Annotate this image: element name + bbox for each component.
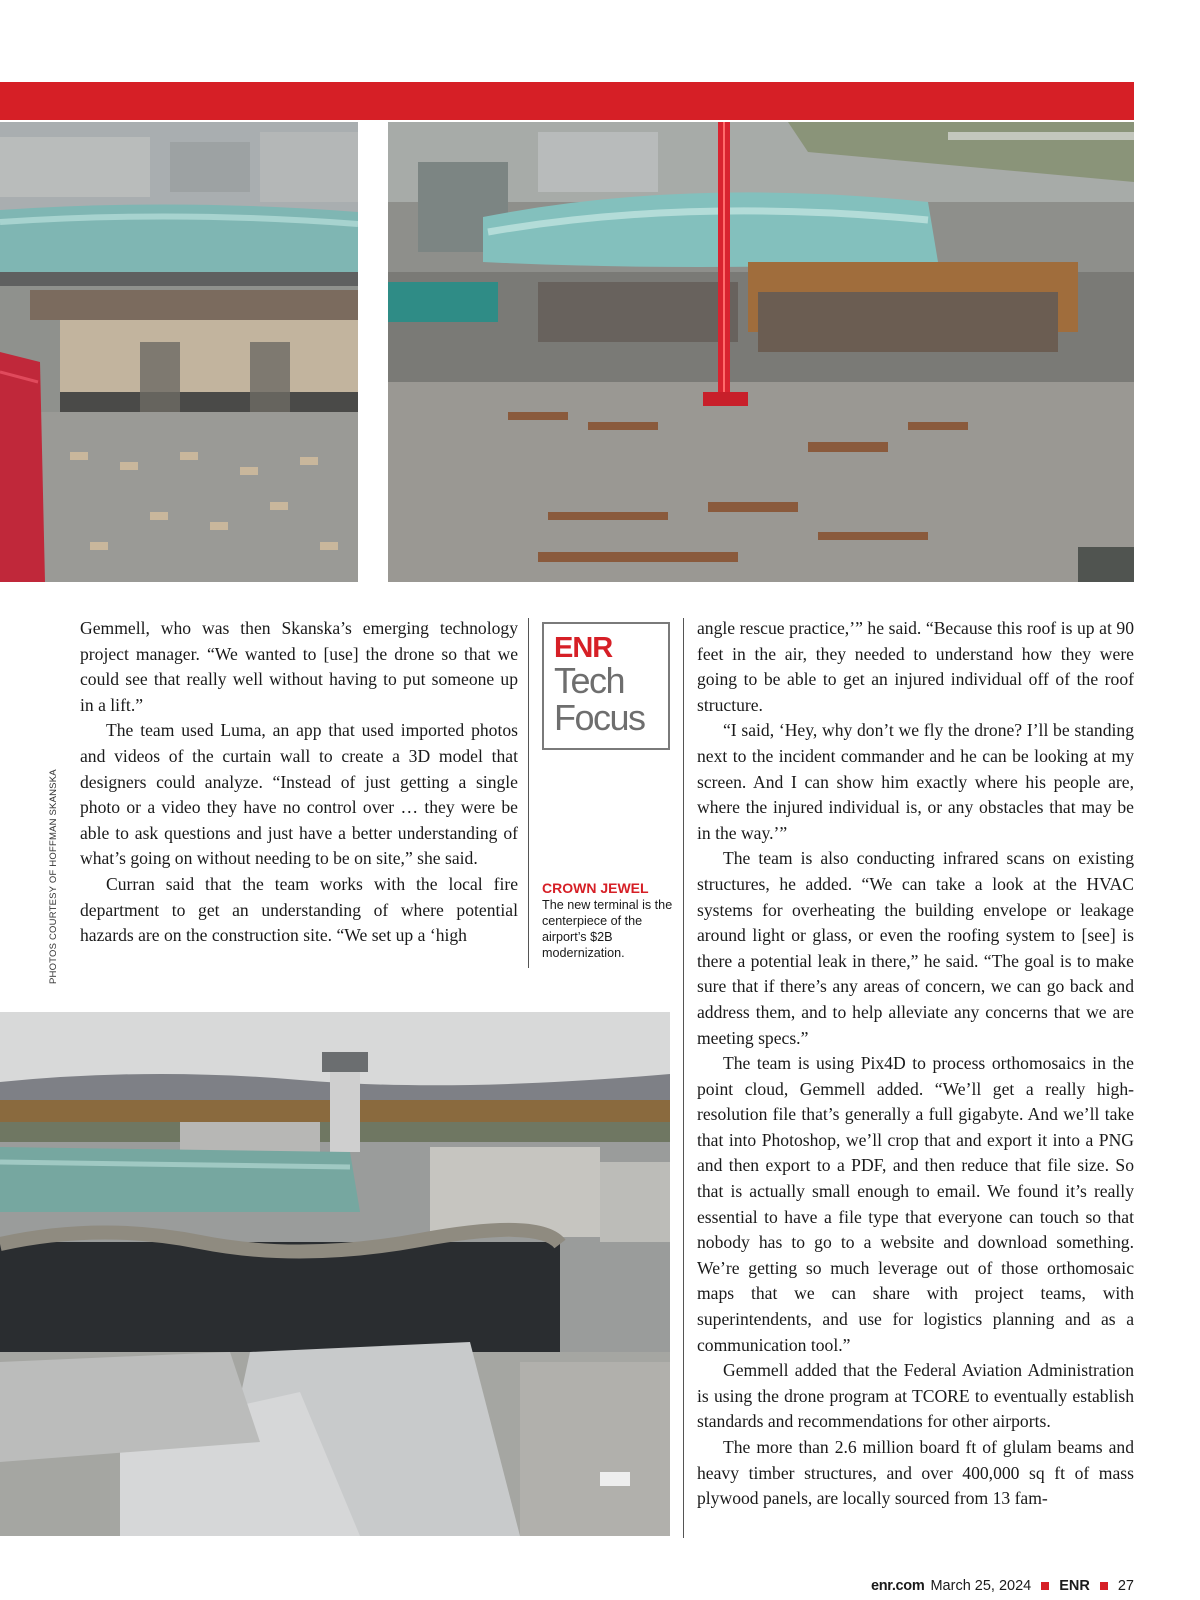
paragraph: angle rescue practice,’” he said. “Because this roof is up at 90 feet in the air, they needed to understand how they were going to be able to get an injured individual off of the roof structure. [697,618,1134,715]
enr-tech-focus-logo [542,622,670,750]
paragraph: Gemmell added that the Federal Aviation Administration is using the drone program at TCORE to eventually establish standards and recommendations for other airports. [697,1360,1134,1432]
column-rule-left [528,618,529,968]
paragraph: The team is also conducting infrared scans on existing structures, he added. “We can take a look at the HVAC systems for overheating the building envelope or leakage around light or glass, or even the roofing system to [see] is there a potential leak in there,” he said. “The goal is to make sure that if there’s any areas of concern, we can go back and address them, and to help alleviate any concerns that we are meeting specs.” [697,848,1134,1048]
footer-site[interactable]: enr.com [870,1578,925,1594]
paragraph: The more than 2.6 million board ft of glulam beams and heavy timber structures, and over 400,000 sq ft of mass plywood panels, are locally sourced from 13 fam- [697,1437,1134,1509]
caption-title: CROWN JEWEL [542,880,649,896]
photo-aerial-terminal-crane [388,122,1134,582]
photo-aerial-terminal-left [0,122,358,582]
logo-tech-text: Tech [554,660,625,701]
right-column [697,616,1134,1512]
column-rule-right [683,618,684,1538]
photo-terminal-control-tower [0,1012,670,1536]
photo-caption [542,880,677,961]
page-number: 27 [1117,1578,1134,1594]
page-footer [871,1578,1134,1594]
paragraph: “I said, ‘Hey, why don’t we fly the drone? I’ll be standing next to the incident commander and he can be looking at my screen. And I can show him exactly where his people are, where the injured individual is, or any obstacles that may be in the way.’” [697,720,1134,843]
paragraph: Curran said that the team works with the local fire department to get an understanding of where potential hazards are on the construction site. “We set up a ‘high [80,873,518,946]
footer-separator-square [1041,1582,1049,1590]
photo-credit: PHOTOS COURTESY OF HOFFMAN SKANSKA [48,769,59,984]
footer-date: March 25, 2024 [930,1578,1032,1594]
left-column [80,616,518,949]
logo-enr-text: ENR [554,632,613,664]
logo-focus-text: Focus [554,697,645,738]
footer-brand: ENR [1059,1578,1090,1594]
footer-separator-square [1100,1582,1108,1590]
caption-body: The new terminal is the centerpiece of the airport’s $2B modernization. [542,898,673,960]
paragraph: The team is using Pix4D to process orthomosaics in the point cloud, Gemmell added. “We’ll get a really high-resolution file that’s generally a full gigabyte. And we’ll take that into Photoshop, we’ll crop that and export it into a PNG and then export to a PDF, and then reduce that file size. So that is actually small enough to email. We found it’s really essential to have a file type that everyone can touch so that nobody has to go to a website and download something. We’re getting so much leverage out of those orthomosaic maps that we can share with project teams, with superintendents, and use for logistics planning and as a communication tool.” [697,1053,1134,1355]
paragraph: The team used Luma, an app that used imported photos and videos of the curtain wall to create a 3D model that designers could analyze. “Instead of just getting a single photo or a video they have no control over … they were be able to ask questions and just have a better understanding of what’s going on without needing to be on site,” she said. [80,720,518,869]
paragraph: Gemmell, who was then Skanska’s emerging technology project manager. “We wanted to [use] the drone so that we could see that really well without having to put someone up in a lift.” [80,618,518,715]
header-red-band [0,82,1134,120]
